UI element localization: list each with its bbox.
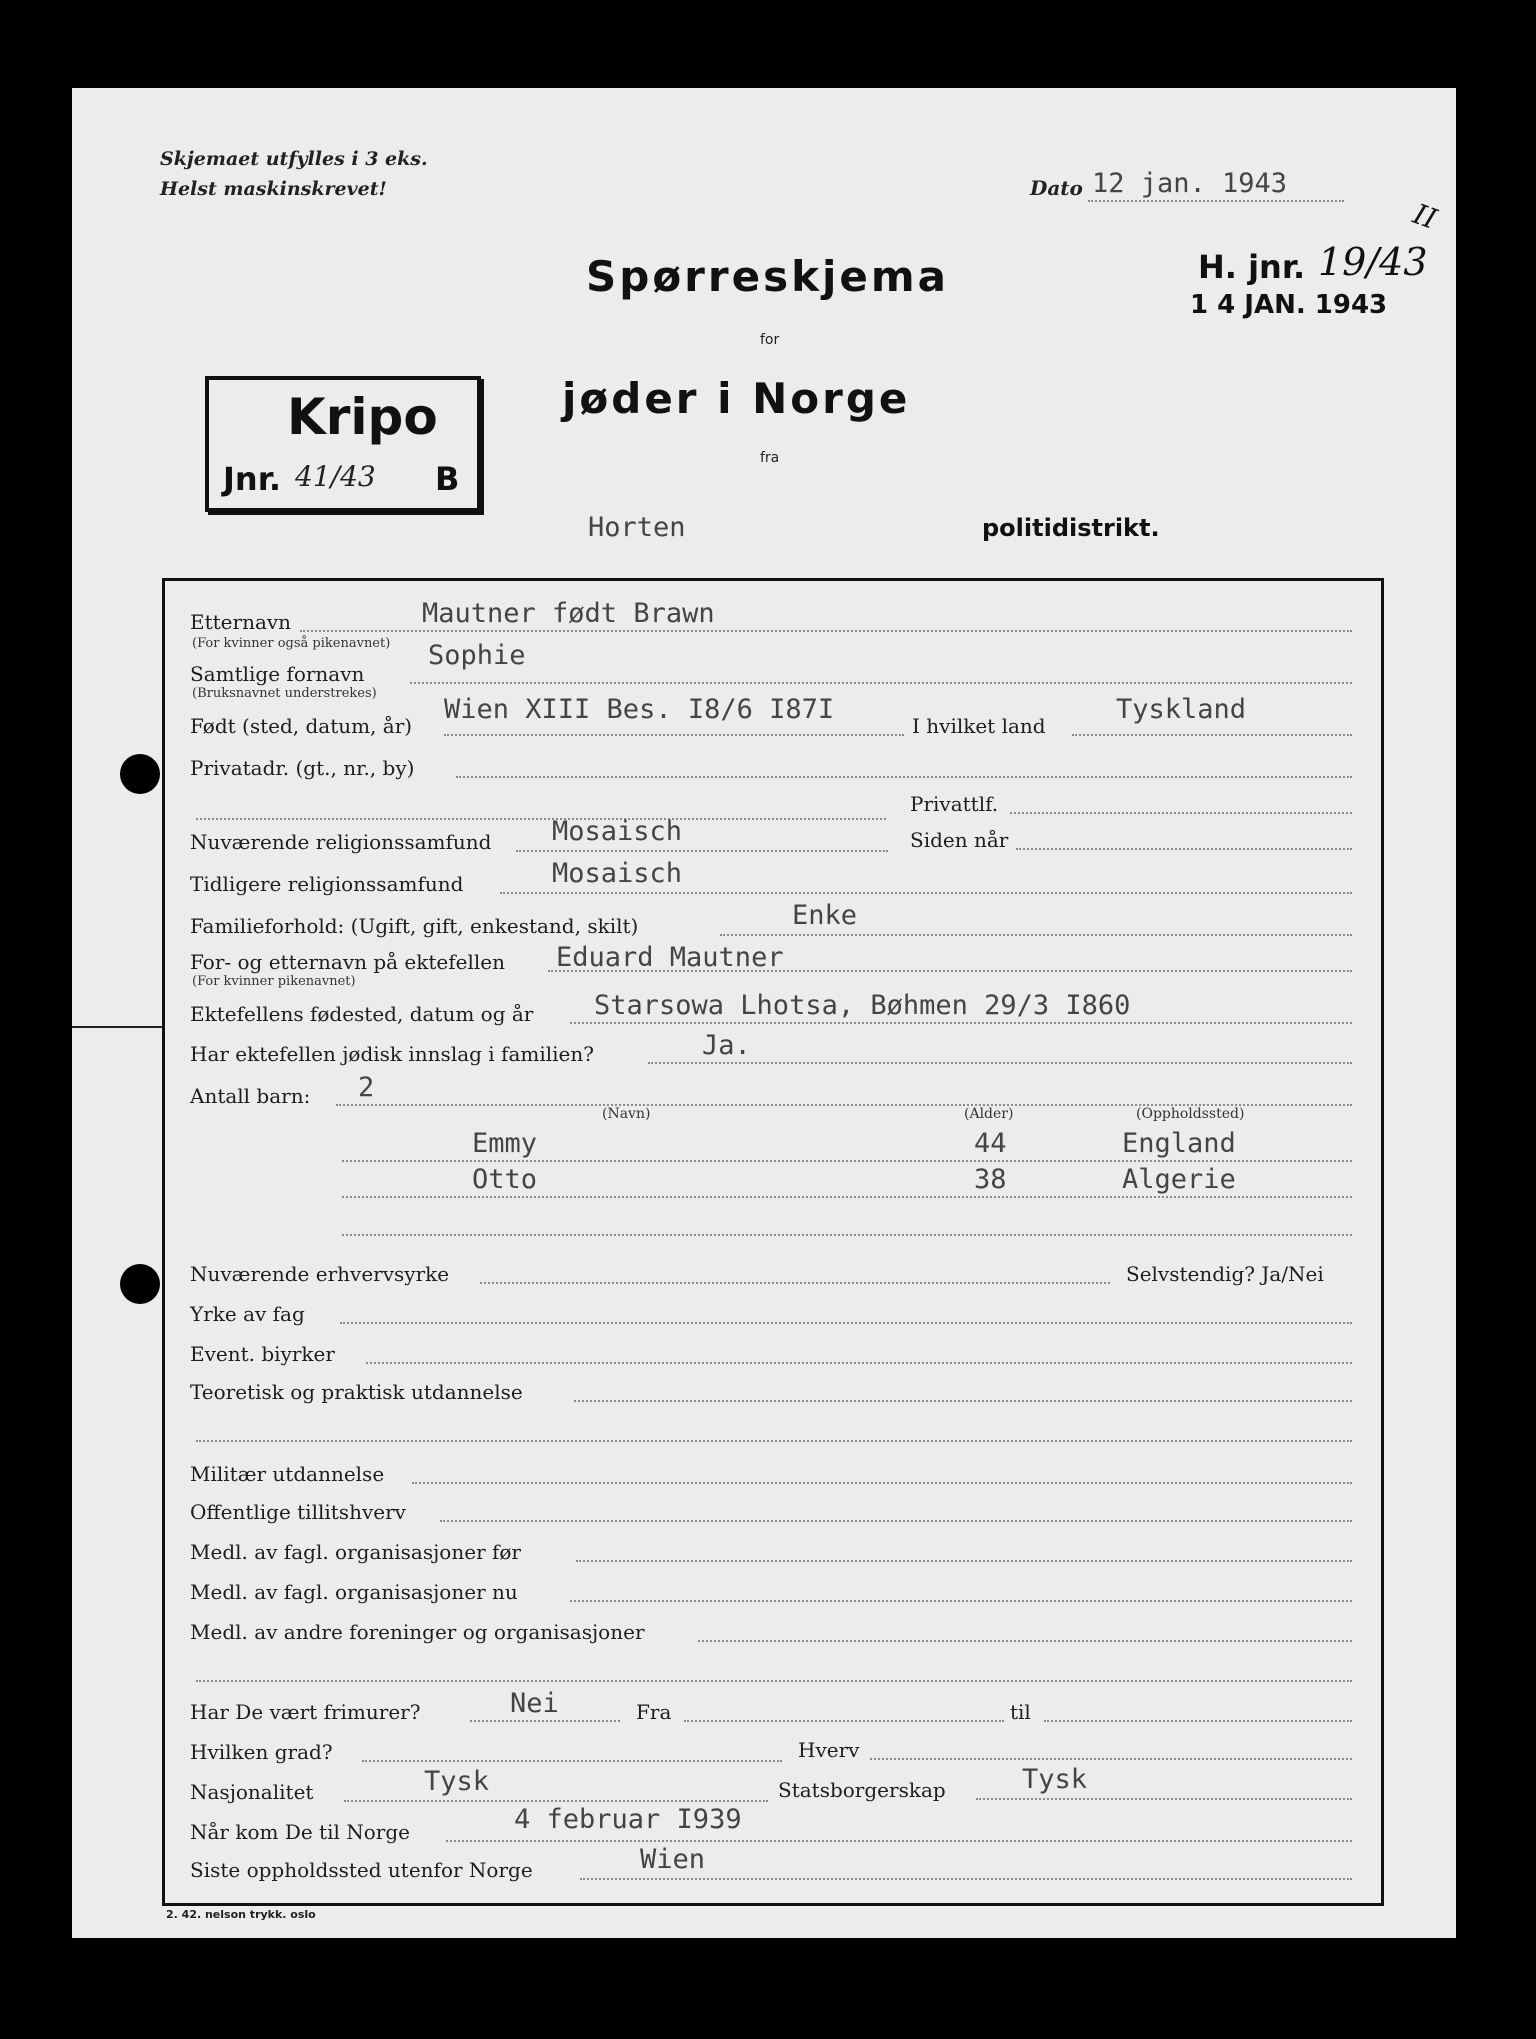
instruction-typewritten: Helst maskinskrevet! [160,178,387,200]
child-row-dots [342,1160,1352,1162]
child-name[interactable]: Otto [472,1164,538,1195]
ektefelle-jodisk-dots [648,1062,1352,1064]
nasjonalitet-value[interactable]: Tysk [424,1766,490,1797]
siden-label: Siden når [910,828,1009,852]
etternavn-note: (For kvinner også pikenavnet) [192,636,391,651]
child-place[interactable]: England [1122,1128,1236,1159]
nasjonalitet-dots [344,1800,768,1802]
yrke-label: Yrke av fag [190,1302,305,1326]
instruction-copies: Skjemaet utfylles i 3 eks. [160,148,428,170]
hjnr-label: H. jnr. [1198,248,1306,286]
religion-now-dots [516,850,888,852]
frimurer-fra-label: Fra [636,1700,672,1724]
date-dots [1088,200,1344,202]
etternavn-dots [300,630,1352,632]
fodt-dots [444,734,904,736]
utdannelse-label: Teoretisk og praktisk utdannelse [190,1380,523,1404]
privatadr-dots-2 [196,818,886,820]
statsborgerskap-dots [976,1798,1352,1800]
frimurer-value[interactable]: Nei [510,1688,559,1719]
ektefelle-value[interactable]: Eduard Mautner [556,942,784,973]
child-place[interactable]: Algerie [1122,1164,1236,1195]
grad-dots [362,1760,782,1762]
fodt-label: Født (sted, datum, år) [190,714,413,738]
district-value: Horten [588,512,686,543]
kom-value[interactable]: 4 februar I939 [514,1804,742,1835]
child-name[interactable]: Emmy [472,1128,538,1159]
fornavn-label: Samtlige fornavn [190,662,365,686]
tillit-label: Offentlige tillitshverv [190,1500,406,1524]
religion-now-value[interactable]: Mosaisch [552,816,683,847]
siste-dots [580,1878,1352,1880]
religion-before-value[interactable]: Mosaisch [552,858,683,889]
ektefelle-note: (For kvinner pikenavnet) [192,974,356,989]
familie-label: Familieforhold: (Ugift, gift, enkestand, skilt) [190,914,639,938]
kom-dots [446,1840,1352,1842]
tillit-dots [440,1520,1352,1522]
kripo-stamp [205,376,481,512]
stamp-name: Kripo [287,388,438,446]
kom-label: Når kom De til Norge [190,1820,410,1844]
child-age[interactable]: 44 [974,1128,1007,1159]
fagl-for-label: Medl. av fagl. organisasjoner før [190,1540,521,1564]
privattlf-label: Privattlf. [910,792,999,816]
district-label: politidistrikt. [982,514,1160,542]
ektefelle-fodt-label: Ektefellens fødested, datum og år [190,1002,534,1026]
privatadr-dots [456,776,1352,778]
hjnr-date-stamp: 1 4 JAN. 1943 [1190,290,1388,320]
barn-col-age: (Alder) [964,1106,1014,1122]
privattlf-dots [1010,812,1352,814]
statsborgerskap-value[interactable]: Tysk [1022,1764,1088,1795]
siste-label: Siste oppholdssted utenfor Norge [190,1858,533,1882]
fornavn-note: (Bruksnavnet understrekes) [192,686,377,701]
frimurer-label: Har De vært frimurer? [190,1700,421,1724]
date-value: 12 jan. 1943 [1092,168,1288,199]
punch-hole-bottom [120,1264,160,1304]
biyrker-label: Event. biyrker [190,1342,335,1366]
etternavn-label: Etternavn [190,610,292,634]
religion-before-label: Tidligere religionssamfund [190,872,464,896]
barn-label: Antall barn: [190,1084,311,1108]
erhverv-label: Nuværende erhvervsyrke [190,1262,450,1286]
date-label: Dato [1030,176,1083,200]
fornavn-dots [410,682,1352,684]
fodt-land-label: I hvilket land [912,714,1046,738]
ektefelle-jodisk-value[interactable]: Ja. [702,1030,751,1061]
familie-dots [720,934,1352,936]
fodt-value[interactable]: Wien XIII Bes. I8/6 I87I [444,694,835,725]
ektefelle-jodisk-label: Har ektefellen jødisk innslag i familien? [190,1042,594,1066]
child-age[interactable]: 38 [974,1164,1007,1195]
siste-value[interactable]: Wien [640,1844,706,1875]
statsborgerskap-label: Statsborgerskap [778,1778,946,1802]
ektefelle-fodt-dots [570,1022,1352,1024]
title-for: for [760,332,780,348]
frimurer-dots [470,1720,620,1722]
punch-hole-top [120,754,160,794]
utdannelse-dots-2 [196,1440,1352,1442]
siden-dots [1016,848,1352,850]
fodt-land-dots [1072,734,1352,736]
militaer-label: Militær utdannelse [190,1462,385,1486]
fold-line [72,1026,162,1028]
utdannelse-dots [574,1400,1352,1402]
militaer-dots [412,1482,1352,1484]
frimurer-til-dots [1044,1720,1352,1722]
religion-now-label: Nuværende religionssamfund [190,830,492,854]
stamp-jnr-value: 41/43 [295,460,376,493]
fornavn-value[interactable]: Sophie [428,640,526,671]
fagl-for-dots [576,1560,1352,1562]
title-fra: fra [760,450,780,466]
hjnr-mark: II [1409,197,1442,236]
nasjonalitet-label: Nasjonalitet [190,1780,314,1804]
child-row-dots [342,1196,1352,1198]
erhverv-dots [480,1282,1110,1284]
familie-value[interactable]: Enke [792,900,858,931]
selvstendig-label: Selvstendig? Ja/Nei [1126,1262,1324,1286]
ektefelle-fodt-value[interactable]: Starsowa Lhotsa, Bøhmen 29/3 I860 [594,990,1131,1021]
frimurer-til-label: til [1010,1700,1031,1724]
biyrker-dots [366,1362,1352,1364]
barn-value[interactable]: 2 [358,1072,375,1103]
stamp-suffix: B [435,460,460,498]
fodt-land-value[interactable]: Tyskland [1116,694,1247,725]
andre-label: Medl. av andre foreninger og organisasjoner [190,1620,645,1644]
barn-col-name: (Navn) [602,1106,651,1122]
religion-before-dots [500,892,1352,894]
child-row-dots [342,1234,1352,1236]
form-title: Spørreskjema [586,252,949,301]
andre-dots-2 [196,1680,1352,1682]
stamp-jnr-label: Jnr. [223,460,282,498]
fagl-nu-dots [570,1600,1352,1602]
printer-imprint: 2. 42. nelson trykk. oslo [166,1908,316,1921]
grad-label: Hvilken grad? [190,1740,333,1764]
hverv-label: Hverv [798,1738,860,1762]
hjnr-handwritten: 19/43 [1318,240,1428,284]
barn-col-place: (Oppholdssted) [1136,1106,1245,1122]
andre-dots [698,1640,1352,1642]
etternavn-value[interactable]: Mautner født Brawn [422,598,715,629]
yrke-dots [340,1322,1352,1324]
ektefelle-label: For- og etternavn på ektefellen [190,950,506,974]
form-subtitle: jøder i Norge [562,374,911,423]
hverv-dots [870,1758,1352,1760]
fagl-nu-label: Medl. av fagl. organisasjoner nu [190,1580,518,1604]
privatadr-label: Privatadr. (gt., nr., by) [190,756,415,780]
frimurer-fra-dots [684,1720,1004,1722]
